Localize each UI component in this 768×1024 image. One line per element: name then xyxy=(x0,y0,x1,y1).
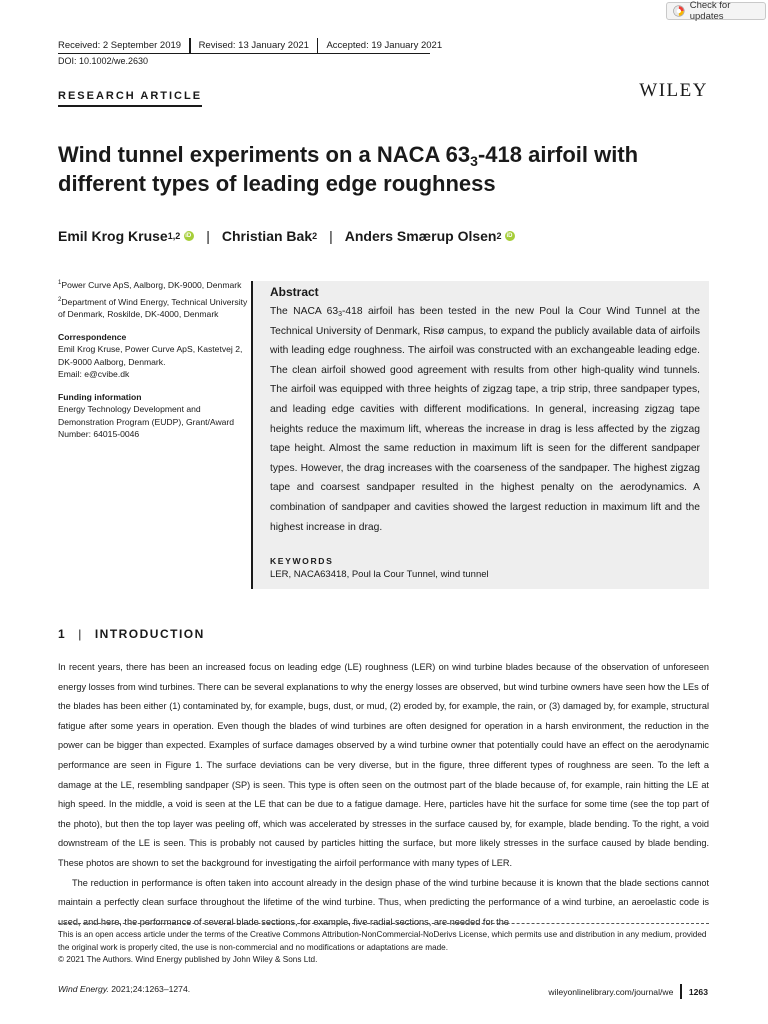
paragraph: The reduction in performance is often taken into account already in the design phase of the wind turbine because it is known that the blade sections cannot maintain a perfectly clean surface throughout the lifetime of the wind turbine. Thus, when predicting the performance of a wind turbine, an aeroelastic code is used, and here, the performance of several blade sections, for example, five radial sections, are needed for the xyxy=(58,877,709,927)
citation-details: 2021;24:1263–1274. xyxy=(108,984,191,994)
section-separator: | xyxy=(78,627,83,641)
author-separator: | xyxy=(206,228,210,244)
affiliation-1 xyxy=(58,279,248,292)
author-separator: | xyxy=(329,228,333,244)
check-for-updates-label: Check for updates xyxy=(689,0,731,22)
journal-url[interactable]: wileyonlinelibrary.com/journal/we xyxy=(548,986,674,997)
article-type: RESEARCH ARTICLE xyxy=(58,90,203,102)
received-date: Received: 2 September 2019 xyxy=(58,40,182,51)
footnote-divider xyxy=(58,923,709,924)
abstract-text xyxy=(270,302,700,537)
abstract-rule xyxy=(251,281,253,589)
orcid-icon[interactable] xyxy=(505,231,515,241)
abstract-subscript: 3 xyxy=(338,311,342,318)
article-type-underline xyxy=(58,105,202,107)
section-heading xyxy=(58,627,205,641)
accepted-date: Accepted: 19 January 2021 xyxy=(326,40,443,51)
doi[interactable]: DOI: 10.1002/we.2630 xyxy=(58,56,149,66)
author-name[interactable]: Emil Krog Kruse xyxy=(58,228,168,244)
date-separator xyxy=(189,38,191,53)
correspondence-email[interactable]: Email: e@cvibe.dk xyxy=(58,369,130,379)
footer-right xyxy=(548,984,708,999)
license-notice xyxy=(58,929,709,967)
abstract-text-start: The NACA 63 xyxy=(270,306,339,317)
date-separator xyxy=(317,38,319,53)
affiliation-number: 1 xyxy=(58,280,62,286)
journal-citation xyxy=(58,984,190,994)
dates-row xyxy=(58,38,442,53)
author-list: Emil Krog Kruse 1,2 iD | Christian Bak 2 | Anders Smærup Olsen 2 iD xyxy=(58,228,515,244)
keywords-heading: KEYWORDS xyxy=(270,556,334,566)
author-name[interactable]: Christian Bak xyxy=(221,228,313,244)
funding-heading: Funding information xyxy=(58,391,142,402)
abstract-heading: Abstract xyxy=(270,285,319,299)
affiliation-number: 2 xyxy=(58,296,62,303)
revised-date: Revised: 13 January 2021 xyxy=(198,40,309,51)
publisher-logo: WILEY xyxy=(639,80,708,101)
section-number: 1 xyxy=(58,627,67,641)
page-number: 1263 xyxy=(688,986,708,997)
funding-block xyxy=(58,391,248,441)
check-for-updates-button[interactable] xyxy=(666,2,766,20)
license-text: This is an open access article under the terms of the Creative Commons Attribution-NonCommercial-NoDerivs License, which permits use and distribution in any medium, provided the original work is properly cited, the use is non-commercial and no modifications or adaptations are made. xyxy=(58,930,707,952)
body-text xyxy=(58,658,709,932)
title-part-1: Wind tunnel experiments on a NACA 63 xyxy=(58,142,471,167)
author-name[interactable]: Anders Smærup Olsen xyxy=(344,228,497,244)
title-subscript: 3 xyxy=(470,153,478,169)
correspondence-text: Emil Krog Kruse, Power Curve ApS, Kastetvej 2, DK-9000 Aalborg, Denmark. xyxy=(58,344,243,367)
affiliation-2 xyxy=(58,296,248,321)
header-rule xyxy=(58,53,430,54)
abstract-text-body: -418 airfoil has been tested in the new Poul la Cour Wind Tunnel at the Technical University of Denmark, Risø campus, to expand the publicly available data of airfoils with leading edge roughness. The airfoil was constructed with an exchangeable leading edge. The clean airfoil showed good agreement with results from other high-quality wind tunnels. The airfoil was equipped with three heights of zigzag tape, a trip strip, three sandpaper types, and leading edge cavities with different modifications. In general, increasing zigzag tape heights reduce the maximum lift, whereas the increase in drag is less affected by the zigzag tape height. Almost the same reduction in maximum lift is seen for the different sandpaper types. However, the drag increases with the coarseness of the sandpaper. The highest zigzag tape and coarsest sandpaper resulted in the highest penalty on the aerodynamics. A combination of sandpaper and cavities showed the largest reduction in maximum lift and the highest increase in drag. xyxy=(270,306,700,533)
section-title: INTRODUCTION xyxy=(94,627,205,641)
affiliation-text: Power Curve ApS, Aalborg, DK-9000, Denmark xyxy=(61,280,242,290)
keywords-list: LER, NACA63418, Poul la Cour Tunnel, wind tunnel xyxy=(270,569,489,580)
journal-name: Wind Energy. xyxy=(58,984,109,994)
crossmark-icon xyxy=(673,5,685,17)
orcid-icon[interactable] xyxy=(184,231,194,241)
affiliation-text: Department of Wind Energy, Technical University of Denmark, Roskilde, DK-4000, Denmark xyxy=(58,296,248,319)
author-info-column xyxy=(58,279,248,451)
copyright-text: © 2021 The Authors. Wind Energy published by John Wiley & Sons Ltd. xyxy=(58,955,318,964)
correspondence-heading: Correspondence xyxy=(58,331,127,342)
funding-text: Energy Technology Development and Demonstration Program (EUDP), Grant/Award Number: 64015-0046 xyxy=(58,404,235,439)
footer-separator xyxy=(680,984,682,999)
article-title xyxy=(58,140,718,198)
paragraph: In recent years, there has been an increased focus on leading edge (LE) roughness (LER) on wind turbine blades because of the observation of unforeseen energy losses from wind turbines. There can be several explanations to why the energy losses are observed, but wind turbine owners have seen how the LEs of the blades has been either (1) contaminated by, for example, bugs, dust, or mud, (2) eroded by, for example, the rain, or (3) damaged by, for example, structural fatigue after some years in operation. Even though the blades of wind turbines are often designed for operation in a harsh environment, the reduction in the power can be bigger than expected. Examples of surface damages observed by a wind turbine owner that potentially could have an effect on the aerodynamic performance are seen in Figure 1. The surface deviations can be very diverse, but in the figure, three different types of roughness are seen. To the left a damage at the LE, resembling sandpaper (SP) is seen. This type is often seen on the outmost part of the blade because of, for example, rain hitting the LE at high speed. In the middle, a void is seen at the LE that can be due to a fatigue damage. Here, particles have hit the surface for some time (see the top part of the photo), but then the top layer was peeling off, which was accelerated by stresses in the surface caused by, for example, blade bending. To the right, a void downstream of the LE is seen. This is probably not caused by particles hitting the surface, but more likely stresses in the surface caused by blade bending. These photos are shown to set the background for investigating the airfoil performance with many types of LER. xyxy=(58,662,709,868)
correspondence-block xyxy=(58,331,248,381)
title-part-2: -418 airfoil with different types of leading edge roughness xyxy=(58,142,639,196)
